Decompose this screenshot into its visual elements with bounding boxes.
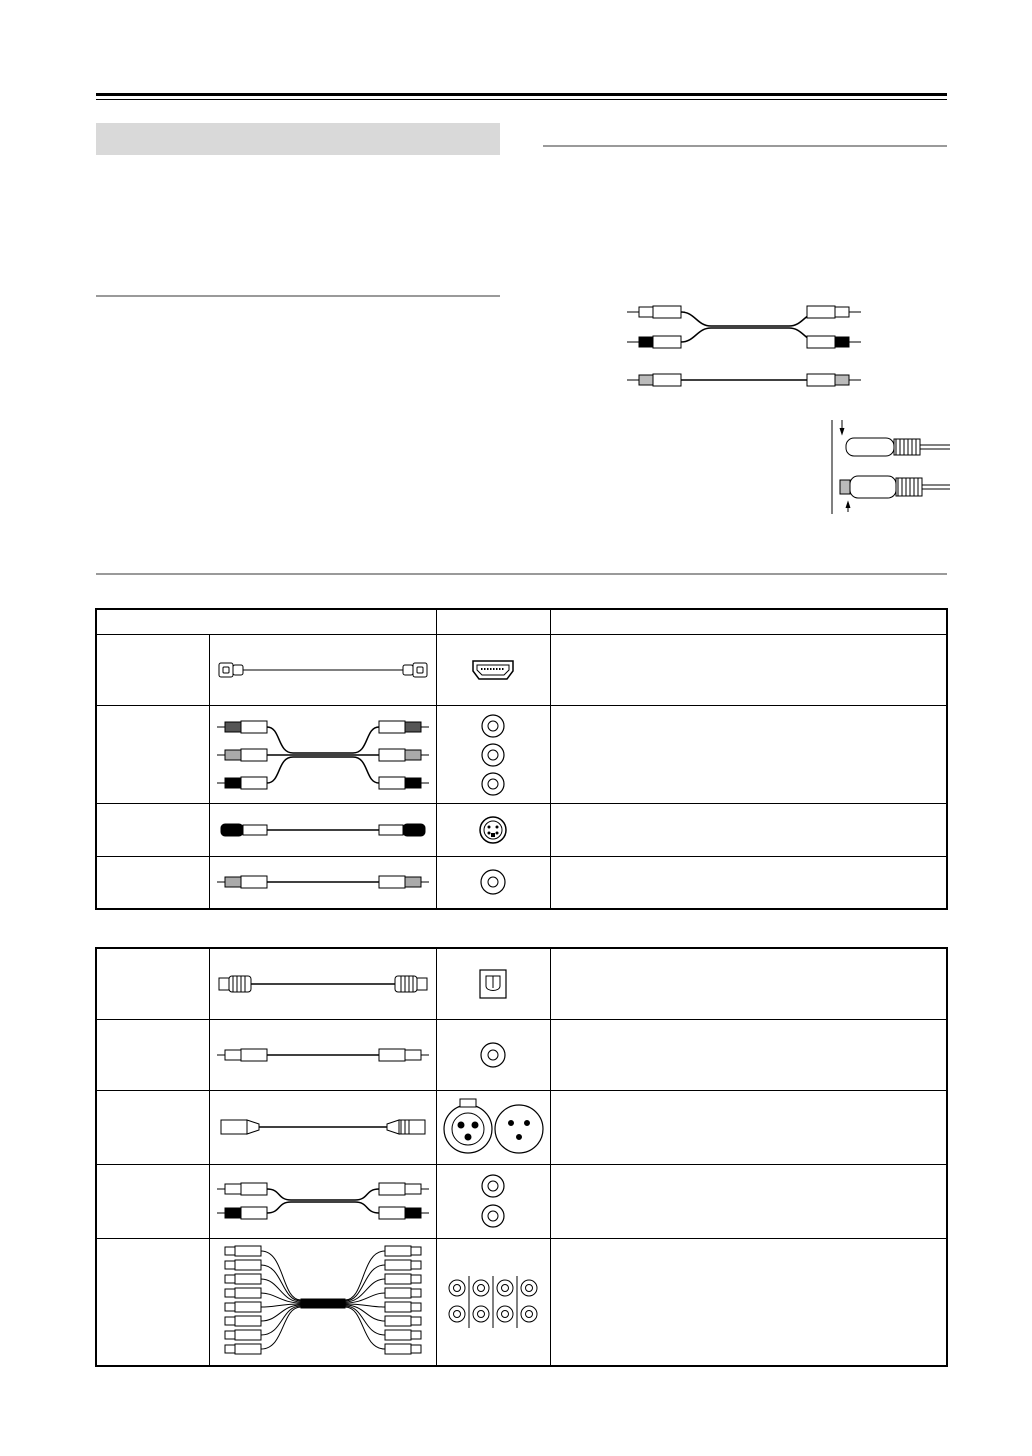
section-rule [96,573,947,575]
subsection-rule-right [543,145,947,147]
section-heading-bar [96,123,500,155]
table-row [96,1238,947,1366]
row-label [97,749,209,761]
row-description [551,1296,946,1308]
top-rule-thin [96,99,947,100]
multichannel-cable-icon [215,1242,431,1362]
coaxial-cable-icon [215,1045,431,1065]
analog-audio-cable-icon [215,1179,431,1223]
row-description [551,978,946,990]
row-label [97,1121,209,1133]
table-row [96,804,947,857]
audio-connections-table [95,947,948,1367]
xlr-jack-icon [441,1095,545,1159]
row-label [97,978,209,990]
hdmi-cable-icon [215,658,431,682]
component-video-cable-icon [215,715,431,795]
row-description [551,876,946,888]
row-label [97,876,209,888]
hdmi-jack-icon [471,659,515,681]
table-row [96,948,947,1019]
xlr-cable-icon [215,1115,431,1139]
row-description [551,749,946,761]
table-header [96,609,947,635]
row-description [551,664,946,676]
row-label [97,664,209,676]
row-label [97,1296,209,1308]
row-description [551,1195,946,1207]
row-label [97,1049,209,1061]
s-video-jack-icon [478,815,508,845]
plug-insertion-illustration [826,418,950,518]
row-label [97,824,209,836]
rca-cable-illustration [625,300,865,390]
table-row [96,1090,947,1164]
row-description [551,1049,946,1061]
video-connections-table [95,608,948,910]
table-row [96,635,947,706]
subsection-rule-left [96,295,500,297]
row-description [551,824,946,836]
header-cable [96,609,437,635]
table-row [96,1019,947,1090]
header-description [550,609,947,635]
coaxial-jack-icon [478,1040,508,1070]
table-row [96,1164,947,1238]
component-video-jack-icon [478,712,508,798]
optical-jack-icon [478,968,508,1000]
composite-video-cable-icon [215,872,431,892]
s-video-cable-icon [215,820,431,840]
table-row [96,857,947,909]
composite-video-jack-icon [478,867,508,897]
header-jack [437,609,550,635]
table-row [96,706,947,804]
top-rule [96,93,947,96]
multichannel-jack-icon [445,1274,541,1330]
analog-audio-jack-icon [478,1172,508,1230]
optical-cable-icon [215,972,431,996]
row-label [97,1195,209,1207]
row-description [551,1121,946,1133]
